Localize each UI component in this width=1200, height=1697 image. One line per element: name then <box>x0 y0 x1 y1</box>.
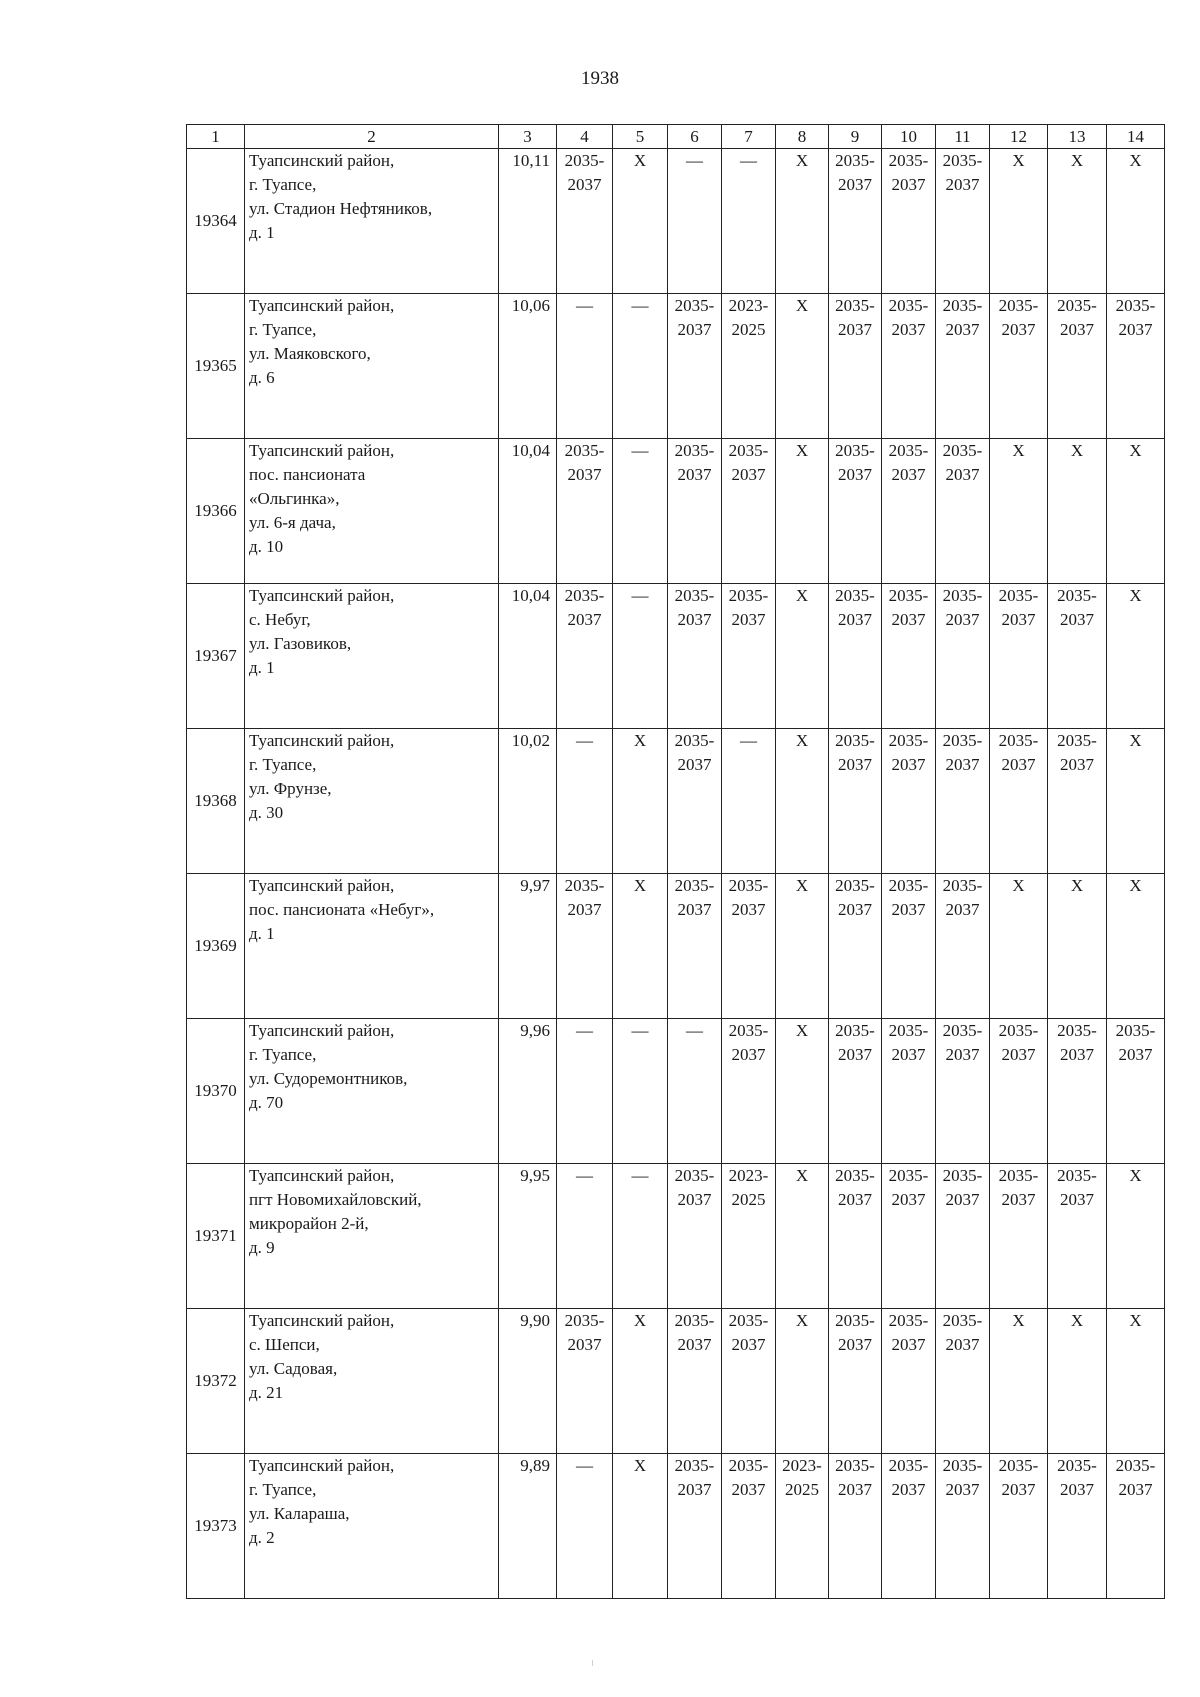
period-cell: 2035- 2037 <box>936 149 990 294</box>
period-cell: 2035- 2037 <box>990 729 1048 874</box>
period-cell: — <box>722 729 776 874</box>
column-number-header: 7 <box>722 125 776 149</box>
period-cell: X <box>990 874 1048 1019</box>
period-cell: 2035- 2037 <box>990 1019 1048 1164</box>
address-line: Туапсинский район, <box>249 296 395 315</box>
address-line: ул. Судоремонтников, <box>249 1069 408 1088</box>
record-number: 19373 <box>187 1454 245 1599</box>
address-line: пгт Новомихайловский, <box>249 1190 422 1209</box>
period-cell: X <box>990 149 1048 294</box>
address-line: Туапсинский район, <box>249 1166 395 1185</box>
period-cell: 2023- 2025 <box>722 1164 776 1309</box>
period-cell: 2035- 2037 <box>990 294 1048 439</box>
period-cell: 2035- 2037 <box>668 1164 722 1309</box>
period-cell: 2023- 2025 <box>776 1454 829 1599</box>
area-value: 10,06 <box>499 294 557 439</box>
period-cell: X <box>776 874 829 1019</box>
address-cell <box>245 149 499 294</box>
address-line: Туапсинский район, <box>249 586 395 605</box>
column-number-header: 1 <box>187 125 245 149</box>
address-cell <box>245 1019 499 1164</box>
period-cell: 2035- 2037 <box>829 294 882 439</box>
address-line: Туапсинский район, <box>249 1456 395 1475</box>
period-cell: X <box>1107 149 1165 294</box>
period-cell: X <box>776 1019 829 1164</box>
record-number: 19366 <box>187 439 245 584</box>
period-cell: 2035- 2037 <box>990 1164 1048 1309</box>
period-cell: — <box>613 1164 668 1309</box>
address-cell <box>245 294 499 439</box>
column-number-header: 2 <box>245 125 499 149</box>
address-line: г. Туапсе, <box>249 175 317 194</box>
register-table <box>186 124 1165 1599</box>
period-cell: 2035- 2037 <box>829 1309 882 1454</box>
period-cell: 2035- 2037 <box>668 584 722 729</box>
period-cell: X <box>776 1309 829 1454</box>
period-cell: X <box>990 439 1048 584</box>
period-cell: 2035- 2037 <box>882 1019 936 1164</box>
period-cell: 2035- 2037 <box>936 1454 990 1599</box>
period-cell: 2035- 2037 <box>1107 294 1165 439</box>
address-line: Туапсинский район, <box>249 1021 395 1040</box>
address-line: д. 2 <box>249 1528 275 1547</box>
period-cell: X <box>1107 1164 1165 1309</box>
period-cell: — <box>557 1019 613 1164</box>
period-cell: 2035- 2037 <box>668 439 722 584</box>
period-cell: X <box>1107 874 1165 1019</box>
period-cell: X <box>613 1454 668 1599</box>
area-value: 10,04 <box>499 439 557 584</box>
header-row <box>187 125 1165 149</box>
period-cell: 2035- 2037 <box>1107 1019 1165 1164</box>
page-number: 1938 <box>581 68 619 89</box>
period-cell: X <box>613 729 668 874</box>
record-number: 19368 <box>187 729 245 874</box>
column-number-header: 8 <box>776 125 829 149</box>
period-cell: 2035- 2037 <box>557 874 613 1019</box>
address-cell <box>245 584 499 729</box>
period-cell: X <box>1107 1309 1165 1454</box>
period-cell: X <box>1107 439 1165 584</box>
address-line: Туапсинский район, <box>249 441 395 460</box>
address-line: г. Туапсе, <box>249 320 317 339</box>
period-cell: — <box>613 439 668 584</box>
period-cell: 2035- 2037 <box>882 584 936 729</box>
period-cell: 2035- 2037 <box>936 294 990 439</box>
column-number-header: 14 <box>1107 125 1165 149</box>
period-cell: 2035- 2037 <box>829 729 882 874</box>
address-line: г. Туапсе, <box>249 1045 317 1064</box>
period-cell: 2035- 2037 <box>1048 1019 1107 1164</box>
table-body <box>187 149 1165 1599</box>
address-line: д. 30 <box>249 803 284 822</box>
address-line: Туапсинский район, <box>249 151 395 170</box>
address-cell <box>245 1454 499 1599</box>
period-cell: 2035- 2037 <box>936 439 990 584</box>
period-cell: 2035- 2037 <box>722 874 776 1019</box>
column-number-header: 11 <box>936 125 990 149</box>
period-cell: 2035- 2037 <box>936 1309 990 1454</box>
period-cell: 2035- 2037 <box>936 729 990 874</box>
address-cell <box>245 1309 499 1454</box>
period-cell: 2035- 2037 <box>882 729 936 874</box>
address-line: Туапсинский район, <box>249 731 395 750</box>
period-cell: — <box>722 149 776 294</box>
period-cell: 2035- 2037 <box>668 874 722 1019</box>
period-cell: 2035- 2037 <box>557 439 613 584</box>
period-cell: 2035- 2037 <box>722 1019 776 1164</box>
period-cell: 2035- 2037 <box>668 729 722 874</box>
table-row <box>187 149 1165 294</box>
period-cell: 2035- 2037 <box>882 439 936 584</box>
address-line: д. 1 <box>249 658 275 677</box>
address-line: д. 9 <box>249 1238 275 1257</box>
area-value: 10,02 <box>499 729 557 874</box>
address-line: ул. Маяковского, <box>249 344 371 363</box>
record-number: 19369 <box>187 874 245 1019</box>
period-cell: 2035- 2037 <box>829 874 882 1019</box>
column-number-header: 12 <box>990 125 1048 149</box>
period-cell: — <box>557 1164 613 1309</box>
table-row <box>187 294 1165 439</box>
address-line: Туапсинский район, <box>249 876 395 895</box>
period-cell: 2035- 2037 <box>882 294 936 439</box>
record-number: 19370 <box>187 1019 245 1164</box>
period-cell: 2035- 2037 <box>829 439 882 584</box>
period-cell: 2035- 2037 <box>990 584 1048 729</box>
table-row <box>187 1454 1165 1599</box>
period-cell: 2035- 2037 <box>829 1019 882 1164</box>
period-cell: 2035- 2037 <box>557 149 613 294</box>
address-line: пос. пансионата <box>249 465 366 484</box>
address-line: ул. Садовая, <box>249 1359 338 1378</box>
column-number-header: 9 <box>829 125 882 149</box>
table-row <box>187 584 1165 729</box>
period-cell: X <box>776 439 829 584</box>
period-cell: 2035- 2037 <box>936 1164 990 1309</box>
period-cell: — <box>557 729 613 874</box>
table-row <box>187 729 1165 874</box>
area-value: 10,11 <box>499 149 557 294</box>
address-cell <box>245 874 499 1019</box>
period-cell: 2035- 2037 <box>668 1454 722 1599</box>
period-cell: 2035- 2037 <box>1048 584 1107 729</box>
address-line: пос. пансионата «Небуг», <box>249 900 435 919</box>
address-line: с. Шепси, <box>249 1335 320 1354</box>
column-number-header: 13 <box>1048 125 1107 149</box>
period-cell: 2035- 2037 <box>722 1454 776 1599</box>
area-value: 9,89 <box>499 1454 557 1599</box>
table-row <box>187 874 1165 1019</box>
period-cell: 2035- 2037 <box>936 874 990 1019</box>
period-cell: X <box>776 294 829 439</box>
address-cell <box>245 1164 499 1309</box>
period-cell: X <box>776 1164 829 1309</box>
table-row <box>187 1309 1165 1454</box>
period-cell: — <box>557 1454 613 1599</box>
period-cell: X <box>613 874 668 1019</box>
area-value: 9,97 <box>499 874 557 1019</box>
period-cell: 2023- 2025 <box>722 294 776 439</box>
address-line: с. Небуг, <box>249 610 311 629</box>
period-cell: 2035- 2037 <box>829 1164 882 1309</box>
period-cell: 2035- 2037 <box>722 584 776 729</box>
scan-mark <box>592 1660 593 1666</box>
period-cell: X <box>776 149 829 294</box>
period-cell: 2035- 2037 <box>882 149 936 294</box>
period-cell: 2035- 2037 <box>557 1309 613 1454</box>
column-number-header: 3 <box>499 125 557 149</box>
period-cell: 2035- 2037 <box>1048 294 1107 439</box>
period-cell: 2035- 2037 <box>1048 1454 1107 1599</box>
period-cell: — <box>668 1019 722 1164</box>
period-cell: 2035- 2037 <box>1048 1164 1107 1309</box>
address-line: ул. Калараша, <box>249 1504 350 1523</box>
table-row <box>187 439 1165 584</box>
period-cell: 2035- 2037 <box>882 1164 936 1309</box>
period-cell: — <box>557 294 613 439</box>
period-cell: 2035- 2037 <box>990 1454 1048 1599</box>
period-cell: 2035- 2037 <box>936 584 990 729</box>
address-line: д. 1 <box>249 223 275 242</box>
address-line: д. 1 <box>249 924 275 943</box>
period-cell: 2035- 2037 <box>882 874 936 1019</box>
address-line: микрорайон 2-й, <box>249 1214 369 1233</box>
period-cell: 2035- 2037 <box>1107 1454 1165 1599</box>
period-cell: X <box>613 1309 668 1454</box>
address-line: «Ольгинка», <box>249 489 340 508</box>
period-cell: 2035- 2037 <box>722 1309 776 1454</box>
address-line: д. 70 <box>249 1093 284 1112</box>
table-row <box>187 1019 1165 1164</box>
column-number-header: 6 <box>668 125 722 149</box>
area-value: 9,90 <box>499 1309 557 1454</box>
period-cell: X <box>1048 439 1107 584</box>
address-line: Туапсинский район, <box>249 1311 395 1330</box>
period-cell: 2035- 2037 <box>668 1309 722 1454</box>
period-cell: — <box>613 584 668 729</box>
record-number: 19371 <box>187 1164 245 1309</box>
address-line: д. 10 <box>249 537 284 556</box>
period-cell: — <box>668 149 722 294</box>
period-cell: 2035- 2037 <box>829 584 882 729</box>
address-line: ул. Фрунзе, <box>249 779 332 798</box>
period-cell: X <box>1048 1309 1107 1454</box>
period-cell: 2035- 2037 <box>829 1454 882 1599</box>
period-cell: 2035- 2037 <box>829 149 882 294</box>
column-number-header: 5 <box>613 125 668 149</box>
period-cell: 2035- 2037 <box>882 1309 936 1454</box>
column-number-header: 10 <box>882 125 936 149</box>
period-cell: — <box>613 294 668 439</box>
period-cell: 2035- 2037 <box>722 439 776 584</box>
table-row <box>187 1164 1165 1309</box>
address-line: ул. Газовиков, <box>249 634 352 653</box>
address-line: ул. Стадион Нефтяников, <box>249 199 433 218</box>
period-cell: X <box>1048 874 1107 1019</box>
record-number: 19364 <box>187 149 245 294</box>
period-cell: 2035- 2037 <box>557 584 613 729</box>
address-cell <box>245 439 499 584</box>
period-cell: 2035- 2037 <box>882 1454 936 1599</box>
area-value: 10,04 <box>499 584 557 729</box>
period-cell: X <box>1048 149 1107 294</box>
period-cell: — <box>613 1019 668 1164</box>
address-cell <box>245 729 499 874</box>
period-cell: X <box>776 729 829 874</box>
period-cell: X <box>613 149 668 294</box>
period-cell: 2035- 2037 <box>1048 729 1107 874</box>
record-number: 19367 <box>187 584 245 729</box>
address-line: д. 6 <box>249 368 275 387</box>
address-line: г. Туапсе, <box>249 755 317 774</box>
period-cell: X <box>1107 584 1165 729</box>
period-cell: 2035- 2037 <box>936 1019 990 1164</box>
record-number: 19365 <box>187 294 245 439</box>
column-number-header: 4 <box>557 125 613 149</box>
area-value: 9,95 <box>499 1164 557 1309</box>
period-cell: X <box>776 584 829 729</box>
period-cell: 2035- 2037 <box>668 294 722 439</box>
address-line: д. 21 <box>249 1383 284 1402</box>
address-line: ул. 6-я дача, <box>249 513 336 532</box>
area-value: 9,96 <box>499 1019 557 1164</box>
record-number: 19372 <box>187 1309 245 1454</box>
period-cell: X <box>1107 729 1165 874</box>
period-cell: X <box>990 1309 1048 1454</box>
address-line: г. Туапсе, <box>249 1480 317 1499</box>
